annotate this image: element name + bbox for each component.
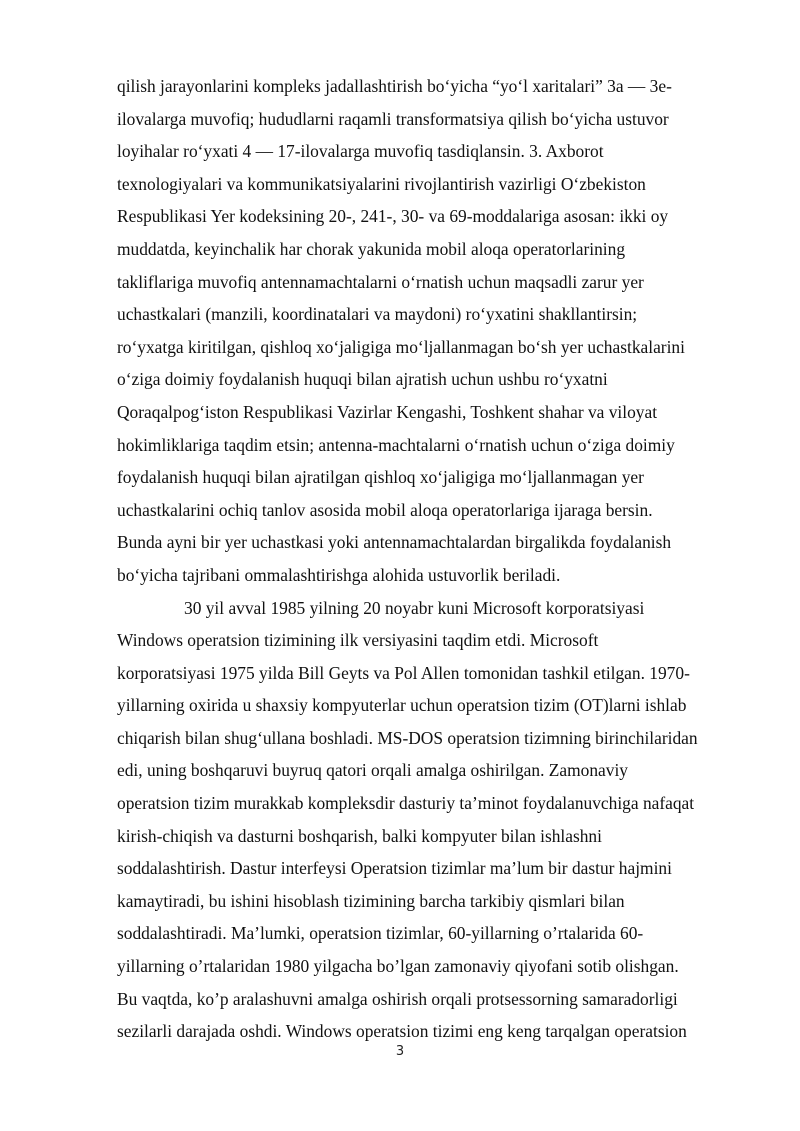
text-line: operatsion tizim murakkab kompleksdir dasturiy taʼminot foydalanuvchiga nafaqat (117, 793, 695, 814)
text-line: foydalanish huquqi bilan ajratilgan qishloq xoʻjaligiga moʻljallanmagan yer (117, 467, 644, 488)
text-line: oʻziga doimiy foydalanish huquqi bilan ajratish uchun ushbu roʻyxatni (117, 369, 608, 390)
text-line: Windows operatsion tizimining ilk versiyasini taqdim etdi. Microsoft (117, 630, 599, 651)
text-line: chiqarish bilan shugʻullana boshladi. MS-DOS operatsion tizimning birinchilaridan (117, 727, 698, 748)
paragraph-start-line: 30 yil avval 1985 yilning 20 noyabr kuni Microsoft korporatsiyasi (184, 597, 645, 618)
text-line: loyihalar roʻyxati 4 — 17-ilovalarga muvofiq tasdiqlansin. 3. Axborot (117, 141, 604, 162)
text-line: hokimliklariga taqdim etsin; antenna-machtalarni oʻrnatish uchun oʻziga doimiy (117, 434, 675, 455)
text-line: qilish jarayonlarini kompleks jadallashtirish boʻyicha “yoʻl xaritalari” 3a — 3e- (117, 76, 672, 96)
text-line: muddatda, keyinchalik har chorak yakunida mobil aloqa operatorlarining (117, 238, 626, 259)
text-line: Qoraqalpogʻiston Respublikasi Vazirlar Kengashi, Toshkent shahar va viloyat (117, 401, 658, 422)
body-text (117, 70, 753, 1048)
text-line: kirish-chiqish va dasturni boshqarish, balki kompyuter bilan ishlashni (117, 825, 602, 846)
text-line: korporatsiyasi 1975 yilda Bill Geyts va Pol Allen tomonidan tashkil etilgan. 1970- (117, 662, 690, 683)
text-line: kamaytiradi, bu ishini hisoblash tizimining barcha tarkibiy qismlari bilan (117, 890, 625, 911)
text-line: texnologiyalari va kommunikatsiyalarini rivojlantirish vazirligi Oʻzbekiston (117, 173, 646, 194)
text-line: Bu vaqtda, koʼp aralashuvni amalga oshirish orqali protsessorning samaradorligi (117, 988, 678, 1009)
text-line: uchastkalarini ochiq tanlov asosida mobil aloqa operatorlariga ijaraga bersin. (117, 499, 653, 520)
page-number: 3 (395, 1044, 405, 1059)
text-line: roʻyxatga kiritilgan, qishloq xoʻjaligiga moʻljallanmagan boʻsh yer uchastkalarini (117, 336, 685, 357)
text-line: edi, uning boshqaruvi buyruq qatori orqali amalga oshirilgan. Zamonaviy (117, 760, 628, 781)
text-line: sezilarli darajada oshdi. Windows operatsion tizimi eng keng tarqalgan operatsion (117, 1021, 687, 1042)
text-line: takliflariga muvofiq antennamachtalarni oʻrnatish uchun maqsadli zarur yer (117, 271, 644, 292)
text-line: Bunda ayni bir yer uchastkasi yoki antennamachtalardan birgalikda foydalanish (117, 532, 672, 553)
text-line: yillarning oxirida u shaxsiy kompyuterlar uchun operatsion tizim (OT)larni ishlab (117, 695, 687, 716)
text-line: ilovalarga muvofiq; hududlarni raqamli transformatsiya qilish boʻyicha ustuvor (117, 108, 669, 129)
text-line: soddalashtiradi. Maʼlumki, operatsion tizimlar, 60-yillarning oʼrtalarida 60- (117, 923, 644, 944)
text-line: Respublikasi Yer kodeksining 20-, 241-, 30- va 69-moddalariga asosan: ikki oy (117, 206, 669, 227)
text-line: soddalashtirish. Dastur interfeysi Operatsion tizimlar maʼlum bir dastur hajmini (117, 858, 672, 879)
text-line: yillarning oʼrtalaridan 1980 yilgacha boʼlgan zamonaviy qiyofani sotib olishgan. (117, 956, 679, 977)
text-line: uchastkalari (manzili, koordinatalari va maydoni) roʻyxatini shakllantirsin; (117, 304, 638, 325)
text-line: boʻyicha tajribani ommalashtirishga alohida ustuvorlik beriladi. (117, 564, 561, 585)
